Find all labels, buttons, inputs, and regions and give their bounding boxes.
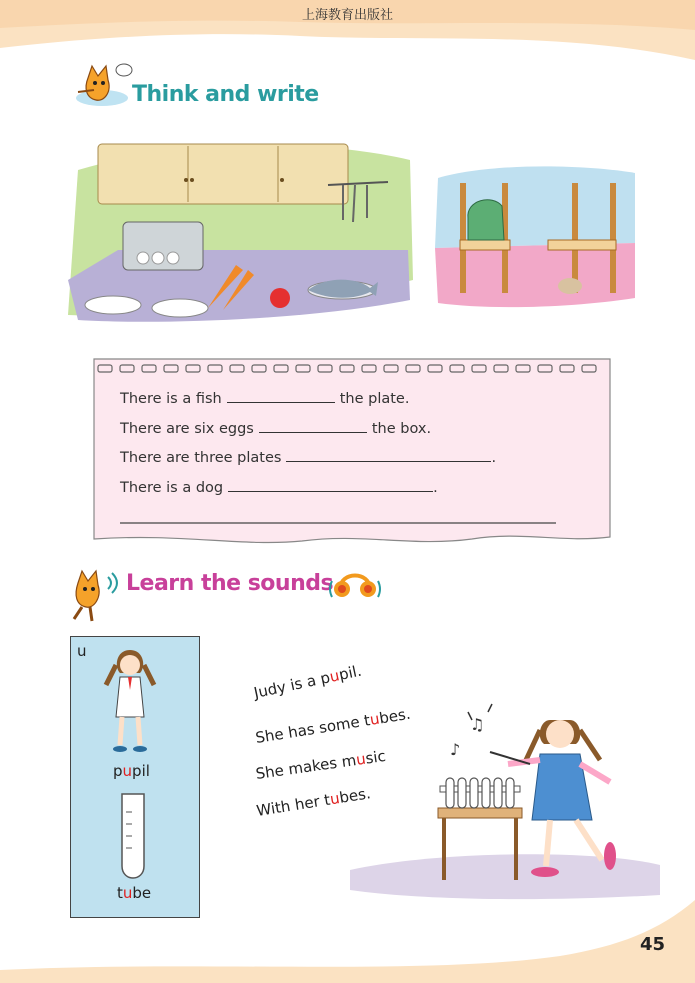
word-tube-highlight: u (122, 884, 133, 902)
sentence-1-end: the plate. (339, 391, 410, 407)
rhyme-line-1-pre: Judy is a p (252, 668, 332, 702)
sentence-2-end: the box. (371, 421, 432, 437)
kitchen-illustration (58, 130, 420, 328)
sentence-3-end: . (491, 450, 497, 466)
rhyme-line-3-post: sic (364, 746, 387, 768)
sentence-2-start: There are six eggs (120, 421, 254, 437)
word-tube-post: be (132, 884, 152, 902)
rhyme-line-1-post: pil. (337, 661, 364, 684)
chairs-illustration (430, 158, 640, 313)
rhyme-line-4-highlight: u (328, 789, 341, 809)
cat-mascot-icon (64, 565, 126, 625)
rhyme-line-4-pre: With her t (255, 790, 332, 820)
svg-text:♪: ♪ (450, 740, 461, 759)
think-and-write-title: Think and write (132, 82, 319, 107)
girl-playing-tubes-illustration (340, 690, 670, 900)
word-pupil-pre: p (113, 762, 123, 780)
rhyme-line-2-pre: She has some t (254, 711, 372, 747)
rhyme-line-3-pre: She makes m (254, 751, 358, 783)
rhyme-line-2-highlight: u (368, 709, 381, 729)
sentence-3 (120, 449, 496, 466)
rhyme-line-4-post: bes. (338, 784, 372, 807)
page-number: 45 (639, 934, 665, 955)
headphones-icon (326, 565, 384, 601)
publisher-name: 上海教育出版社 (301, 8, 393, 23)
word-pupil-post: pil (132, 762, 150, 780)
word-pupil-highlight: u (122, 762, 133, 780)
answer-blank-2[interactable] (259, 420, 367, 433)
sentence-1 (120, 390, 409, 407)
bottom-wave-background (0, 900, 695, 983)
cat-mascot-icon (66, 58, 136, 118)
answer-blank-3[interactable] (286, 449, 491, 462)
answer-blank-1[interactable] (227, 390, 335, 403)
sentence-1-start: There is a fish (120, 391, 222, 407)
word-tube-pre: t (117, 884, 123, 902)
pupil-girl-illustration (100, 645, 160, 760)
rhyme-line-1-highlight: u (327, 666, 341, 686)
svg-text:♫: ♫ (470, 715, 485, 734)
sentence-3-start: There are three plates (120, 450, 282, 466)
learn-the-sounds-title: Learn the sounds (126, 571, 334, 596)
sentence-4 (120, 479, 438, 496)
test-tube-illustration (116, 792, 150, 882)
sound-letter: u (77, 642, 87, 660)
word-pupil (113, 762, 150, 780)
sentence-2 (120, 420, 431, 437)
sentence-4-end: . (433, 480, 438, 496)
answer-blank-4[interactable] (228, 479, 433, 492)
sentence-4-start: There is a dog (120, 480, 224, 496)
rhyme-line-2-post: bes. (377, 704, 412, 728)
rhyme-line-3-highlight: u (354, 749, 367, 769)
